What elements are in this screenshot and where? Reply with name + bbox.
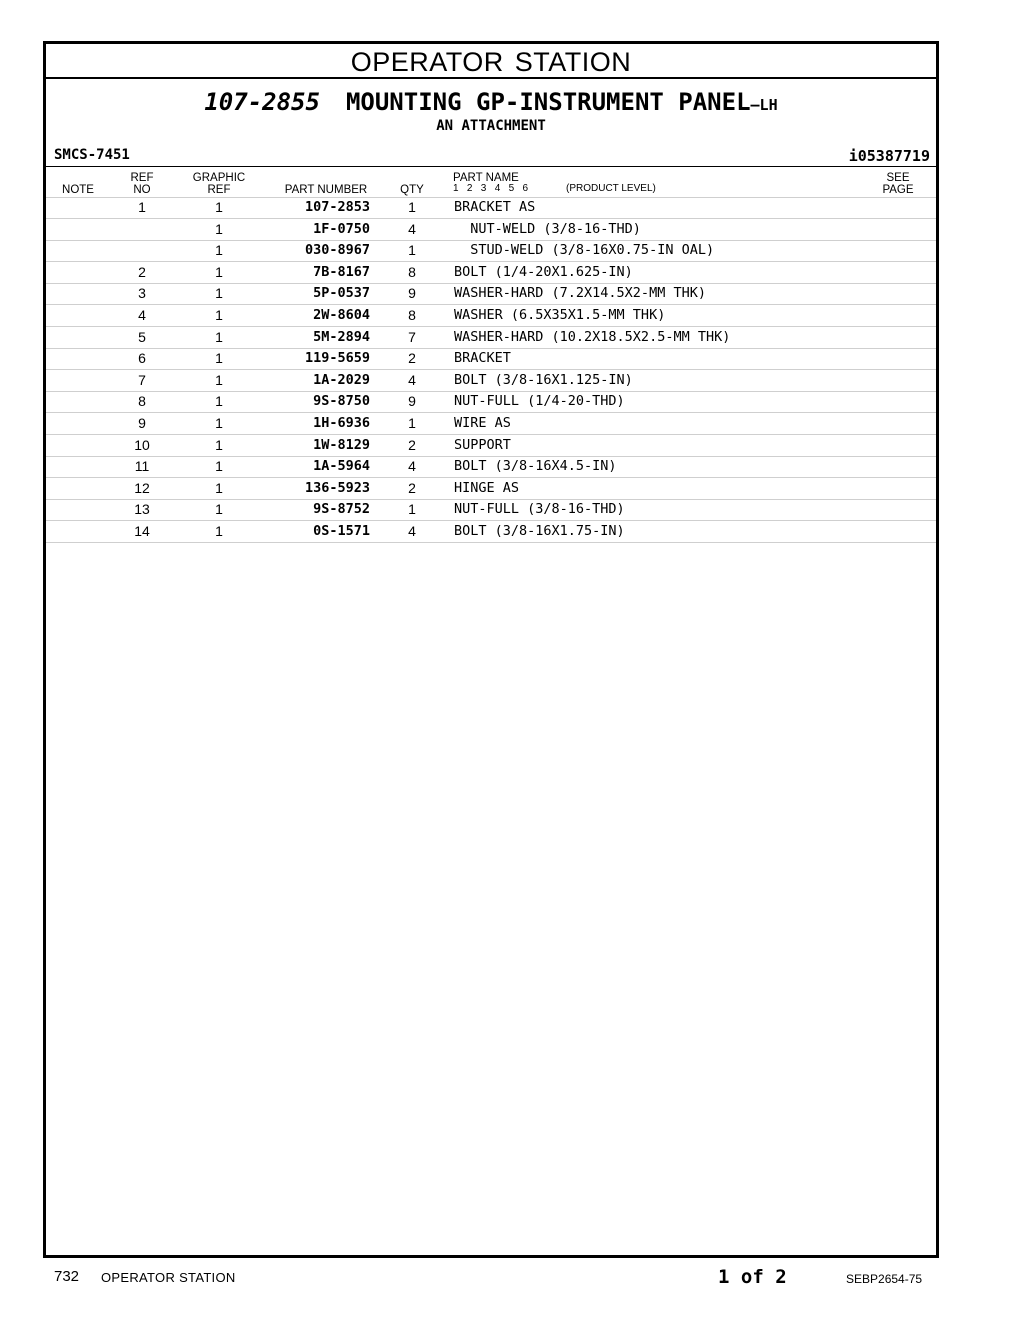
graphic-ref-cell: 1: [215, 199, 223, 215]
ref-no-cell: 6: [138, 350, 146, 367]
qty-cell: 4: [408, 523, 416, 539]
graphic-ref-cell: 1: [215, 220, 223, 237]
graphic-ref-cell: 1: [215, 436, 223, 453]
group-subheading: AN ATTACHMENT: [436, 118, 546, 134]
part-name-cell: HINGE AS: [454, 479, 520, 496]
ref-no-cell: 5: [138, 328, 146, 345]
ref-no-cell: 2: [138, 263, 146, 280]
part-number-cell: 9S-8752: [313, 501, 370, 518]
qty-cell: 2: [408, 436, 416, 453]
col-product-level-header: (PRODUCT LEVEL): [566, 183, 656, 194]
header-top-rule: [46, 166, 936, 167]
part-name-cell: BRACKET AS: [454, 199, 536, 215]
footer-page-number: 732: [54, 1268, 80, 1285]
col-note-header: NOTE: [62, 184, 94, 196]
part-name-cell: BOLT (3/8-16X1.75-IN): [454, 523, 625, 539]
qty-cell: 2: [408, 350, 416, 367]
footer-section: OPERATOR STATION: [101, 1270, 236, 1285]
graphic-ref-cell: 1: [215, 371, 223, 388]
part-name-cell: WASHER (6.5X35X1.5-MM THK): [454, 307, 666, 323]
part-number-cell: 107-2853: [304, 199, 370, 215]
qty-cell: 7: [408, 328, 416, 345]
parts-list-frame: [43, 41, 939, 1258]
part-name-cell: WASHER-HARD (10.2X18.5X2.5-MM THK): [454, 328, 731, 345]
qty-cell: 9: [408, 285, 416, 302]
table-row: [46, 240, 936, 262]
table-row: [46, 499, 936, 521]
table-row: [46, 327, 936, 349]
footer-document-number: SEBP2654-75: [846, 1272, 923, 1286]
part-name-cell: BOLT (3/8-16X1.125-IN): [454, 371, 633, 388]
part-name-cell: NUT-WELD (3/8-16-THD): [454, 220, 641, 237]
qty-cell: 4: [408, 220, 416, 237]
col-graphic-header-2: REF: [207, 184, 231, 196]
ref-no-cell: 10: [134, 436, 150, 453]
part-number-cell: 1A-5964: [313, 458, 370, 475]
table-row: [46, 283, 936, 305]
graphic-ref-cell: 1: [215, 242, 223, 259]
part-name-cell: BOLT (3/8-16X4.5-IN): [454, 458, 617, 475]
qty-cell: 8: [408, 307, 416, 323]
part-name-cell: SUPPORT: [454, 436, 511, 453]
part-name-cell: BOLT (1/4-20X1.625-IN): [454, 263, 633, 280]
part-number-cell: 2W-8604: [313, 307, 370, 323]
graphic-ref-cell: 1: [215, 415, 223, 431]
qty-cell: 8: [408, 263, 416, 280]
table-row: [46, 456, 936, 478]
graphic-ref-cell: 1: [215, 350, 223, 367]
qty-cell: 2: [408, 479, 416, 496]
ref-no-cell: 8: [138, 393, 146, 410]
part-name-cell: STUD-WELD (3/8-16X0.75-IN OAL): [454, 242, 715, 259]
part-name-cell: NUT-FULL (1/4-20-THD): [454, 393, 625, 410]
table-row: [46, 197, 936, 219]
qty-cell: 1: [408, 501, 416, 518]
table-row: [46, 219, 936, 241]
col-ref-header-1: REF: [130, 172, 154, 184]
part-number-cell: 119-5659: [304, 350, 370, 367]
col-part-name-header: PART NAME: [453, 172, 519, 184]
table-row: [46, 348, 936, 370]
table-row: [46, 521, 936, 543]
ref-no-cell: 12: [134, 479, 150, 496]
table-row: [46, 370, 936, 392]
col-see-page-header-2: PAGE: [882, 184, 914, 196]
ref-no-cell: 1: [138, 199, 146, 215]
table-row: [46, 262, 936, 284]
table-row: [46, 305, 936, 327]
part-number-cell: 7B-8167: [313, 263, 370, 280]
qty-cell: 9: [408, 393, 416, 410]
graphic-ref-cell: 1: [215, 328, 223, 345]
part-number-cell: 5M-2894: [313, 328, 370, 345]
col-graphic-header-1: GRAPHIC: [192, 172, 246, 184]
qty-cell: 1: [408, 242, 416, 259]
part-number-cell: 1A-2029: [313, 371, 370, 388]
ref-no-cell: 13: [134, 501, 150, 518]
table-row: [46, 413, 936, 435]
part-name-cell: NUT-FULL (3/8-16-THD): [454, 501, 625, 518]
part-number-cell: 1F-0750: [313, 220, 370, 237]
graphic-ref-cell: 1: [215, 479, 223, 496]
col-ref-header-2: NO: [133, 184, 151, 196]
smcs-code: SMCS-7451: [54, 147, 130, 163]
graphic-ref-cell: 1: [215, 458, 223, 475]
ref-no-cell: 14: [134, 523, 150, 539]
footer-page-of: 1 of 2: [718, 1266, 787, 1288]
document-id: i05387719: [848, 147, 930, 165]
ref-no-cell: 7: [138, 371, 146, 388]
graphic-ref-cell: 1: [215, 307, 223, 323]
section-title: OPERATOR STATION: [46, 44, 936, 79]
group-number: 107-2855: [204, 88, 320, 116]
part-name-cell: BRACKET: [454, 350, 511, 367]
table-row: [46, 478, 936, 500]
part-number-cell: 0S-1571: [313, 523, 370, 539]
group-name: MOUNTING GP-INSTRUMENT PANEL: [345, 88, 751, 116]
graphic-ref-cell: 1: [215, 501, 223, 518]
group-suffix: —LH: [750, 96, 778, 114]
group-heading: [46, 88, 936, 116]
graphic-ref-cell: 1: [215, 263, 223, 280]
qty-cell: 4: [408, 371, 416, 388]
graphic-ref-cell: 1: [215, 523, 223, 539]
part-number-cell: 030-8967: [304, 242, 370, 259]
ref-no-cell: 3: [138, 285, 146, 302]
qty-cell: 1: [408, 415, 416, 431]
part-number-cell: 1H-6936: [313, 415, 370, 431]
part-number-cell: 5P-0537: [313, 285, 370, 302]
part-number-cell: 9S-8750: [313, 393, 370, 410]
graphic-ref-cell: 1: [215, 285, 223, 302]
qty-cell: 4: [408, 458, 416, 475]
ref-no-cell: 11: [134, 458, 150, 475]
graphic-ref-cell: 1: [215, 393, 223, 410]
table-row: [46, 435, 936, 457]
col-levels-header: 1 2 3 4 5 6: [453, 183, 529, 194]
col-see-page-header-1: SEE: [886, 172, 910, 184]
table-row: [46, 391, 936, 413]
col-qty-header: QTY: [400, 184, 424, 196]
part-name-cell: WASHER-HARD (7.2X14.5X2-MM THK): [454, 285, 706, 302]
ref-no-cell: 4: [138, 307, 146, 323]
part-name-cell: WIRE AS: [454, 415, 511, 431]
part-number-cell: 1W-8129: [313, 436, 370, 453]
ref-no-cell: 9: [138, 415, 146, 431]
qty-cell: 1: [408, 199, 416, 215]
part-number-cell: 136-5923: [304, 479, 370, 496]
col-part-number-header: PART NUMBER: [284, 184, 368, 196]
